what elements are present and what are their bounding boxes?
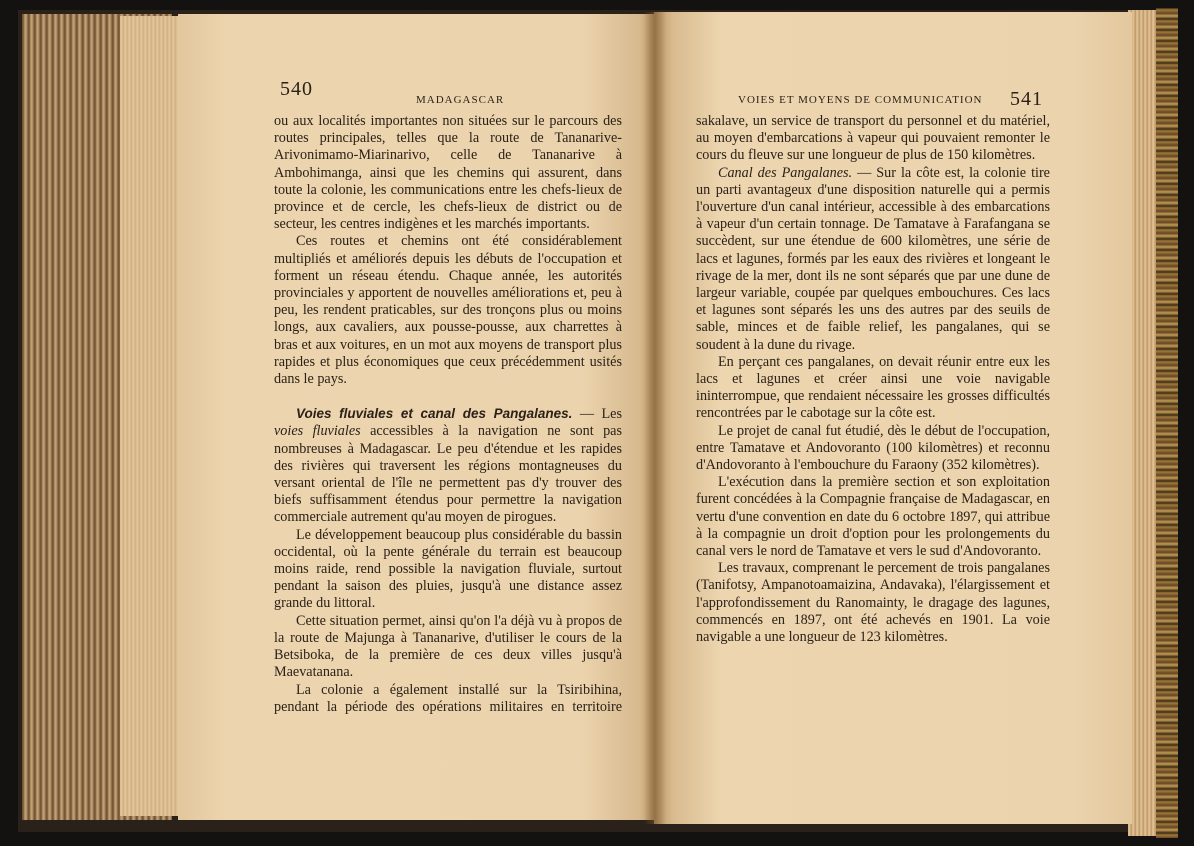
left-page — [178, 14, 654, 820]
book-gutter — [644, 12, 666, 824]
left-page-text — [274, 113, 622, 716]
paragraph: Ces routes et chemins ont été considérablement multipliés et améliorés depuis les débuts de l'occupation et forment un réseau étendu. Chaque année, les autorités provinciales y apportent de nouvelles améliorations et, peu à peu, les rendent praticables, sur des tronçons plus ou moins longs, aux cavaliers, aux pousse-pousse, aux charrettes à bras et aux voitures, en un mot aux moyens de transport plus rapides et plus économiques que ceux précédemment usités dans le pays. — [274, 233, 622, 388]
section-heading-canal: Canal des Pangalanes. — [718, 164, 853, 181]
paragraph: Voies fluviales et canal des Pangalanes. — Les voies fluviales accessibles à la navigation ne sont pas nombreuses à Madagascar. Le peu d'étendue et les rapides des rivières qui traversent les régions montagneuses du versant oriental de l'île ne permettent pas d'y trouver des biefs suffisamment étendus pour permettre la navigation commerciale autrement qu'au moyen de pirogues. — [274, 406, 622, 526]
paragraph: Cette situation permet, ainsi qu'on l'a déjà vu à propos de la route de Majunga à Tananarive, d'utiliser le cours de la Betsiboka, de la première de ces deux villes jusqu'à Maevatanana. — [274, 612, 622, 681]
paragraph: Canal des Pangalanes. — Sur la côte est, la colonie tire un parti avantageux d'une disposition naturelle qui a permis l'ouverture d'un canal intérieur, accessible à des embarcations à vapeur d'un certain tonnage. De Tamatave à Farafangana se succèdent, sur une étendue de 600 kilomètres, une série de lacs et lagunes, formés par les eaux des rivières et longeant le rivage de la mer, dont ils ne sont séparés que par une dune de largeur variable, coupée par quelques embouchures. Ces lacs et lagunes sont séparés les uns des autres par des seuils de sable, minces et de faible relief, les pangalanes, qui se soudent à la dune du rivage. — [696, 164, 1050, 353]
paragraph: La colonie a également installé sur la Tsiribihina, pendant la période des opérations militaires en territoire — [274, 681, 622, 715]
right-page — [654, 12, 1132, 824]
paragraph: Le projet de canal fut étudié, dès le début de l'occupation, entre Tamatave et Andovoranto (100 kilomètres) et reconnu d'Andovoranto à l'embouchure du Faraony (352 kilomètres). — [696, 422, 1050, 474]
section-heading-voies-fluviales: Voies fluviales et canal des Pangalanes. — [296, 406, 573, 422]
left-page-edges — [120, 16, 180, 816]
paragraph: En perçant ces pangalanes, on devait réunir entre eux les lacs et lagunes et créer ainsi une voie navigable ininterrompue, que rendaient nécessaire les grosses difficultés rencontrées par le cabotage sur la côte est. — [696, 353, 1050, 422]
running-head-left: MADAGASCAR — [416, 94, 505, 106]
page-number-left: 540 — [280, 78, 313, 100]
paragraph: L'exécution dans la première section et son exploitation furent concédées à la Compagnie française de Madagascar, en vertu d'une convention en date du 6 octobre 1897, qui attribue à la compagnie un droit d'option pour les prolongements du canal vers le nord de Tamatave et vers le sud d'Andovoranto. — [696, 474, 1050, 560]
right-page-text — [696, 113, 1050, 646]
paragraph: Le développement beaucoup plus considérable du bassin occidental, où la pente générale du terrain est beaucoup moins raide, rend possible la navigation fluviale, surtout pendant la saison des pluies, jusqu'à une distance assez grande du littoral. — [274, 526, 622, 612]
paragraph: ou aux localités importantes non situées sur le parcours des routes principales, telles que la route de Tananarive-Arivonimamo-Miarinarivo, celle de Tananarive à Ambohimanga, ainsi que les chemins qui assurent, dans toute la colonie, les communications entre les chefs-lieux de province et de cercle, les chefs-lieux de district ou de secteur, les centres indigènes et les marchés importants. — [274, 113, 622, 233]
page-number-right: 541 — [1010, 88, 1043, 110]
paragraph: Les travaux, comprenant le percement de trois pangalanes (Tanifotsy, Ampanotoamaizina, Andavaka), l'élargissement et l'approfondissement du Ranomainty, le dragage des lagunes, commencés en 1897, ont été achevés en 1901. La voie navigable a une longueur de 123 kilomètres. — [696, 560, 1050, 646]
paragraph: sakalave, un service de transport du personnel et du matériel, au moyen d'embarcations à vapeur qui pouvaient remonter le cours du fleuve sur une longueur de plus de 150 kilomètres. — [696, 113, 1050, 164]
running-head-right: VOIES ET MOYENS DE COMMUNICATION — [738, 94, 983, 106]
marbled-edge — [1156, 8, 1178, 838]
